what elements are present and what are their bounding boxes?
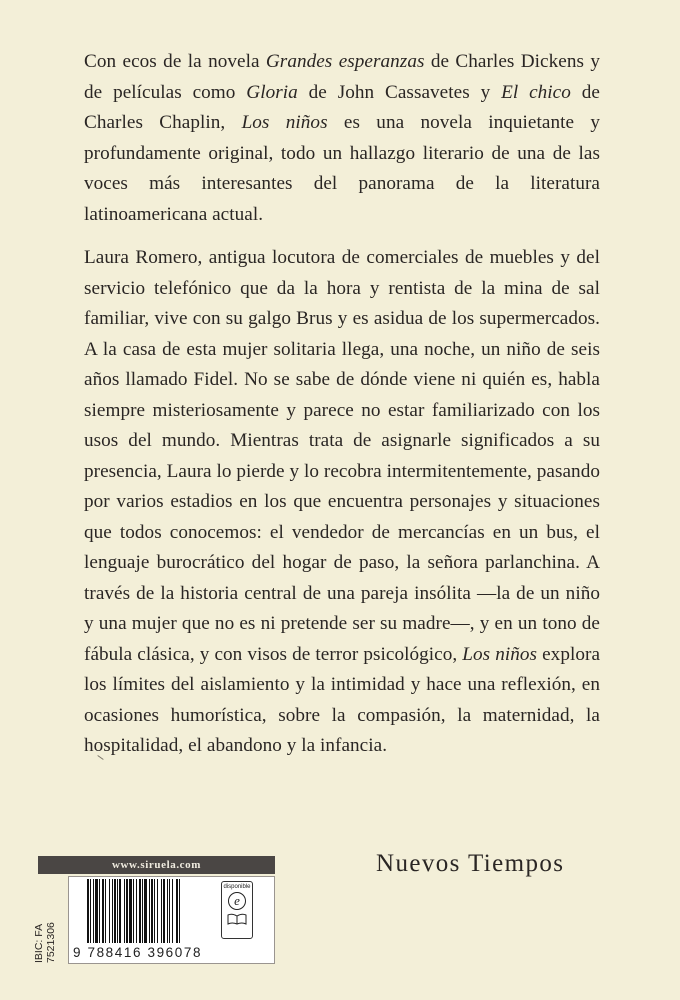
barcode-bar-23 xyxy=(157,879,158,943)
barcode-bar-5 xyxy=(102,879,104,943)
barcode-bar-20 xyxy=(149,879,150,943)
barcode-bar-28 xyxy=(172,879,173,943)
barcode-bar-12 xyxy=(124,879,125,943)
barcode-bar-22 xyxy=(154,879,155,943)
barcode-bar-19 xyxy=(144,879,147,943)
barcode-bar-2 xyxy=(93,879,94,943)
barcode-bar-27 xyxy=(169,879,170,943)
p1-run-1: Grandes esperanzas xyxy=(265,51,425,72)
barcode-icon xyxy=(87,879,215,947)
p1-run-6: de Charles Chaplin, xyxy=(84,81,600,133)
disponible-label: disponible xyxy=(223,884,251,890)
ebook-e-icon: e xyxy=(228,892,246,910)
p1-run-0: Con ecos de la novela xyxy=(84,51,266,72)
p1-run-5: El chico xyxy=(501,81,571,103)
barcode-bar-21 xyxy=(151,879,153,943)
p2-run-2: explora los límites del aislamiento y la intimidad y hace una reflexión, en ocasiones humorística, sobre la compasión, la maternidad, la hospitalidad, el abandono y la infancia. xyxy=(84,643,601,756)
collection-title: Nuevos Tiempos xyxy=(376,850,565,877)
barcode-bar-17 xyxy=(139,879,141,943)
barcode-bar-7 xyxy=(109,879,110,943)
barcode-bar-3 xyxy=(95,879,98,943)
barcode-bar-9 xyxy=(114,879,116,943)
barcode-bar-16 xyxy=(136,879,137,943)
barcode-bar-25 xyxy=(163,879,165,943)
p1-run-3: Gloria xyxy=(246,81,298,103)
blurb-paragraph-1 xyxy=(84,47,600,230)
barcode-bar-10 xyxy=(117,879,118,943)
ibic-line-2: 7521306 xyxy=(45,922,57,963)
barcode-bar-8 xyxy=(112,879,113,943)
barcode-bar-14 xyxy=(129,879,132,943)
barcode-bar-13 xyxy=(126,879,128,943)
open-book-icon xyxy=(227,913,247,925)
barcode-bar-18 xyxy=(142,879,143,943)
barcode-bar-26 xyxy=(167,879,168,943)
barcode-bar-15 xyxy=(133,879,134,943)
ibic-line-1: IBIC: FA xyxy=(33,923,45,963)
barcode-bar-24 xyxy=(161,879,162,943)
publisher-url: www.siruela.com xyxy=(38,856,275,874)
barcode-bar-11 xyxy=(119,879,121,943)
barcode-panel xyxy=(68,876,275,964)
barcode-bar-29 xyxy=(176,879,178,943)
p2-run-1: Los niños xyxy=(462,643,538,665)
p1-run-8: es una novela inquietante y profundamente original, todo un hallazgo literario de una de las voces más interesantes del panorama de la literatura latinoamericana actual. xyxy=(84,112,600,225)
p1-run-2: de Charles Dickens y de películas como xyxy=(84,51,601,103)
barcode-bar-1 xyxy=(90,879,91,943)
barcode-bar-4 xyxy=(99,879,100,943)
p1-run-4: de John Cassavetes y xyxy=(297,81,502,103)
barcode-bar-30 xyxy=(179,879,180,943)
ibic-code xyxy=(33,922,57,963)
isbn-number: 9 788416 396078 xyxy=(73,945,203,960)
p1-run-7: Los niños xyxy=(241,112,328,133)
p2-run-0: Laura Romero, antigua locutora de comerciales de muebles y del servicio telefónico que da la hora y rentista de la mina de sal familiar, vive con su galgo Brus y es asidua de los supermercados. A la casa de esta mujer solitaria llega, una noche, un niño de seis años llamado Fidel. No se sabe de dónde viene ni quién es, habla siempre misteriosamente y parece no estar familiarizado con los usos del mundo. Mientras trata de asignarle significados a su presencia, Laura lo pierde y lo recobra intermitentemente, pasando por varios estadios en los que encuentra personajes y situaciones que todos conocemos: el vendedor de mercancías en un bus, el lenguaje burocrático del hogar de paso, la señora parlanchina. A través de la historia central de una pareja insólita —la de un niño y una mujer que no es ni pretende ser su madre—, y en un tono de fábula clásica, y con visos de terror psicológico, xyxy=(84,247,600,665)
barcode-bar-0 xyxy=(87,879,89,943)
disponible-ebook-badge xyxy=(221,881,253,939)
barcode-bar-6 xyxy=(105,879,106,943)
blurb-paragraph-2 xyxy=(84,243,600,762)
